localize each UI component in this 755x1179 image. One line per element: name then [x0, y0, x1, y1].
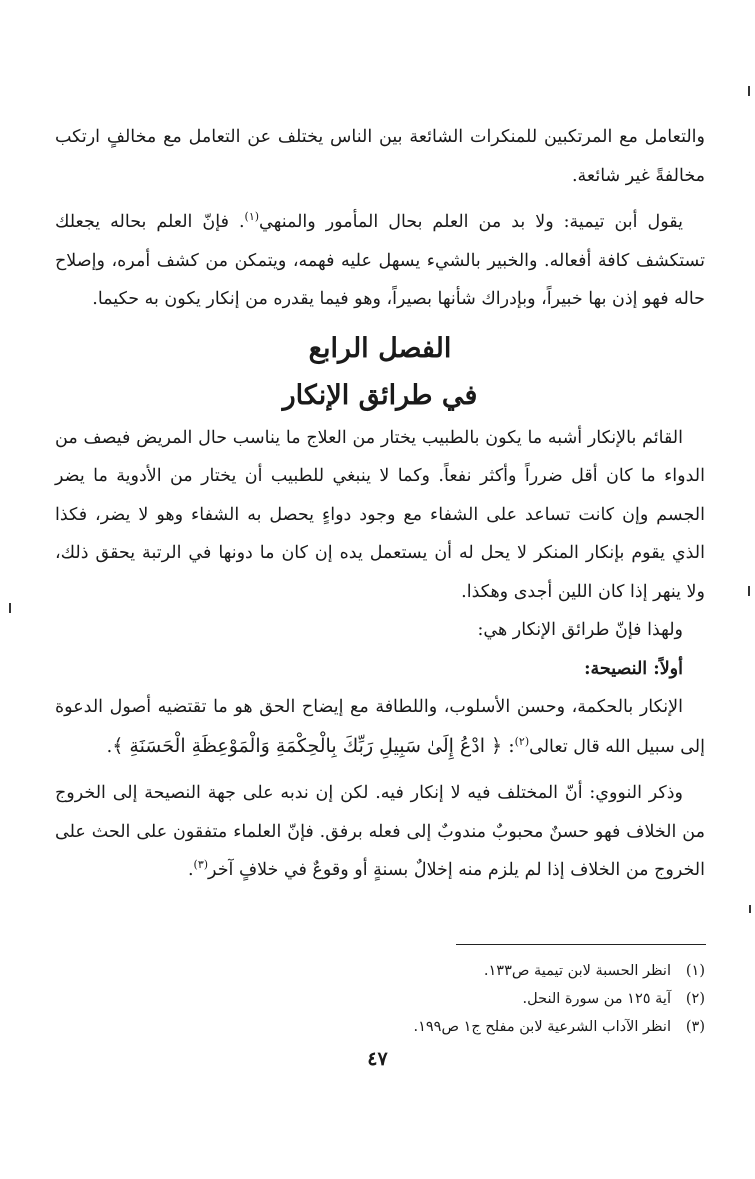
footnote-2: [200, 985, 705, 1013]
paragraph-7: [55, 774, 705, 890]
paragraph-7-end: .: [187, 860, 194, 880]
quran-verse: : ﴿ ادْعُ إِلَىٰ سَبِيلِ رَبِّكَ بِالْحِكْمَةِ وَالْمَوْعِظَةِ الْحَسَنَةِ ﴾: [112, 734, 515, 757]
footnote-number: (٣): [685, 1019, 705, 1035]
paragraph-6-end: .: [106, 736, 113, 757]
chapter-heading: الفصل الرابع: [308, 332, 452, 364]
footnote-text: آية ١٢٥ من سورة النحل.: [522, 991, 671, 1007]
margin-mark: [748, 86, 750, 96]
chapter-title: في طرائق الإنكار: [282, 379, 478, 411]
main-text: [55, 118, 705, 890]
paragraph-2: [55, 203, 705, 319]
paragraph-3: القائم بالإنكار أشبه ما يكون بالطبيب يختار من العلاج ما يناسب حال المريض فيصف من الدواء ما كان أقل ضرراً وأكثر نفعاً. وكما لا ينبغي للطبيب أن يختار من الأدوية ما يضر الجسم وإن كانت تساعد على الشفاء مع وجود دواءٍ يحصل به الشفاء وهو لا يضر، فكذا الذي يقوم بإنكار المنكر لا يحل له أن يستعمل يده إن كان ما دونها في الرتبة يحقق ذلك، ولا ينهر إذا كان اللين أجدى وهكذا.: [55, 427, 705, 602]
paragraph-6-text: الإنكار بالحكمة، وحسن الأسلوب، واللطافة مع إيضاح الحق هو ما تقتضيه أصول الدعوة إلى سبيل الله قال تعالى: [55, 697, 705, 757]
paragraph-2-text-b: . فإنّ العلم بحاله يجعلك تستكشف كافة أفعاله. والخبير بالشيء يسهل عليه فهمه، ويتمكن من كشف أمره، وإصلاح حاله فهو إذن بها خبيراً، وبإدراك شأنها بصيراً، وهو فيما يقدره من إنكار يكون به حكيما.: [55, 212, 705, 309]
section-heading-advice: أولاً: النصيحة:: [584, 658, 683, 679]
footnote-3: [200, 1013, 705, 1041]
footnote-ref-2: (٢): [514, 734, 530, 748]
footnote-1: [200, 957, 705, 985]
paragraph-1: والتعامل مع المرتكبين للمنكرات الشائعة بين الناس يختلف عن التعامل مع مخالفٍ ارتكب مخالفةً غير شائعة.: [55, 127, 705, 186]
footnote-text: انظر الآداب الشرعية لابن مفلح ج١ ص١٩٩.: [413, 1019, 671, 1035]
footnote-separator: [456, 944, 706, 945]
footnotes: [200, 957, 705, 1041]
margin-mark: [9, 603, 11, 613]
footnote-ref-3: (٣): [193, 858, 209, 872]
paragraph-4: ولهذا فإنّ طرائق الإنكار هي:: [477, 620, 683, 640]
footnote-ref-1: (١): [244, 210, 260, 224]
page-number: ٤٧: [367, 1048, 388, 1070]
paragraph-2-text-a: يقول أبن تيمية: ولا بد من العلم بحال المأمور والمنهي: [259, 212, 684, 232]
footnote-number: (٢): [685, 991, 705, 1007]
footnote-number: (١): [685, 963, 705, 979]
footnote-text: انظر الحسبة لابن تيمية ص١٣٣.: [483, 963, 671, 979]
paragraph-7-text: وذكر النووي: أنّ المختلف فيه لا إنكار فيه. لكن إن ندبه على جهة النصيحة إلى الخروج من الخلاف فهو حسنٌ محبوبٌ مندوبٌ إلى فعله برفق. فإنّ العلماء متفقون على الحث على الخروج من الخلاف إذا لم يلزم منه إخلالٌ بسنةٍ أو وقوعٌ في خلافٍ آخر: [55, 783, 705, 880]
margin-mark: [749, 905, 751, 913]
margin-mark: [748, 586, 750, 596]
paragraph-6: [55, 688, 705, 766]
